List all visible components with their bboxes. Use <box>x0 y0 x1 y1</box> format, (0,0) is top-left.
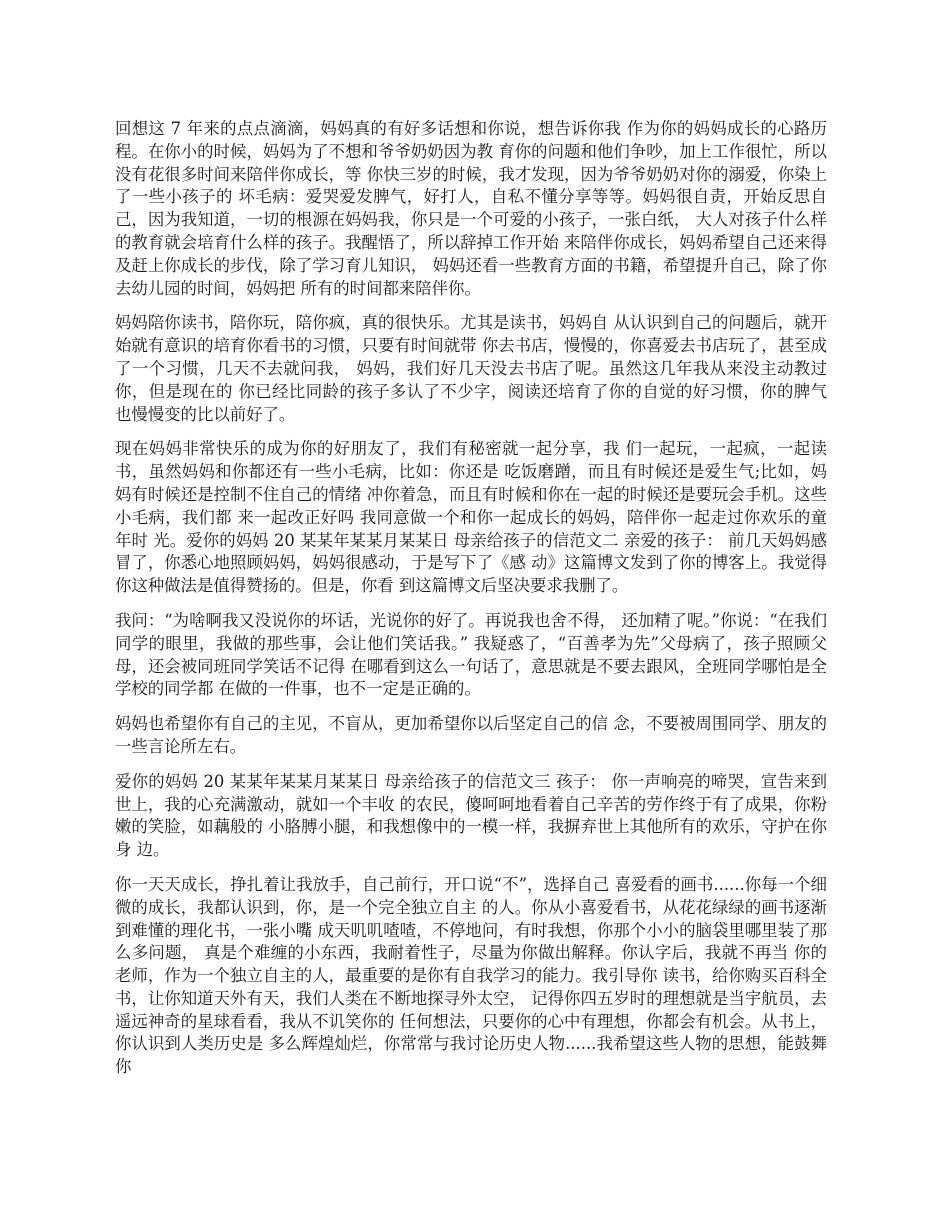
paragraph-7: 你一天天成长，挣扎着让我放手，自己前行，开口说“不”，选择自己 喜爱看的画书......你每一个细微的成长，我都认识到，你，是一个完全独立自主 的人。你从小喜爱看书，从花花绿绿的画书逐渐到难懂的理化书，一张小嘴 成天叽叽喳喳，不停地问，有时我想，你那个小小的脑袋里哪里装了那么多问题， 真是个难缠的小东西，我耐着性子，尽量为你做出解释。你认字后，我就不再当 你的老师，作为一个独立自主的人，最重要的是你有自我学习的能力。我引导你 读书，给你购买百科全书，让你知道天外有天，我们人类在不断地探寻外太空， 记得你四五岁时的理想就是当宇航员，去遥远神奇的星球看看，我从不讥笑你的 任何想法，只要你的心中有理想，你都会有机会。从书上，你认识到人类历史是 多么辉煌灿烂，你常常与我讨论历史人物......我希望这些人物的思想，能鼓舞你 <box>115 874 827 1077</box>
paragraph-6: 爱你的妈妈 20 某某年某某月某某日 母亲给孩子的信范文三 孩子： 你一声响亮的啼哭，宣告来到世上，我的心充满激动，就如一个丰收 的农民，傻呵呵地看着自己辛苦的劳作终于有了成果，你粉嫩的笑脸，如藕般的 小胳膊小腿，和我想像中的一模一样，我摒弃世上其他所有的欢乐，守护在你身 边。 <box>115 771 827 860</box>
paragraph-2: 妈妈陪你读书，陪你玩，陪你疯，真的很快乐。尤其是读书，妈妈自 从认识到自己的问题后，就开始就有意识的培育你看书的习惯，只要有时间就带 你去书店，慢慢的，你喜爱去书店玩了，甚至成了一个习惯，几天不去就问我， 妈妈，我们好几天没去书店了呢。虽然这几年我从来没主动教过你，但是现在的 你已经比同龄的孩子多认了不少字，阅读还培育了你的自觉的好习惯，你的脾气 也慢慢变的比以前好了。 <box>115 313 827 424</box>
paragraph-1: 回想这 7 年来的点点滴滴，妈妈真的有好多话想和你说，想告诉你我 作为你的妈妈成长的心路历程。在你小的时候，妈妈为了不想和爷爷奶奶因为教 育你的问题和他们争吵，加上工作很忙，所以没有花很多时间来陪伴你成长，等 你快三岁的时候，我才发现，因为爷爷奶奶对你的溺爱，你染上了一些小孩子的 坏毛病：爱哭爱发脾气，好打人，自私不懂分享等等。妈妈很自责，开始反思自 己，因为我知道，一切的根源在妈妈我，你只是一个可爱的小孩子，一张白纸， 大人对孩子什么样的教育就会培育什么样的孩子。我醒悟了，所以辞掉工作开始 来陪伴你成长，妈妈希望自己还来得及赶上你成长的步伐，除了学习育儿知识， 妈妈还看一些教育方面的书籍，希望提升自己，除了你去幼儿园的时间，妈妈把 所有的时间都来陪伴你。 <box>115 119 827 298</box>
document-page <box>115 118 827 1091</box>
paragraph-5: 妈妈也希望你有自己的主见，不盲从，更加希望你以后坚定自己的信 念，不要被周围同学、朋友的一些言论所左右。 <box>115 714 827 756</box>
paragraph-4: 我问：“为啥啊我又没说你的坏话，光说你的好了。再说我也舍不得， 还加精了呢。”你说：“在我们同学的眼里，我做的那些事，会让他们笑话我。” 我疑惑了，“百善孝为先”父母病了，孩子照顾父母，还会被同班同学笑话不记得 在哪看到这么一句话了，意思就是不要去跟风，全班同学哪怕是全学校的同学都 在做的一件事，也不一定是正确的。 <box>115 610 827 699</box>
paragraph-3: 现在妈妈非常快乐的成为你的好朋友了，我们有秘密就一起分享，我 们一起玩，一起疯，一起读书，虽然妈妈和你都还有一些小毛病，比如：你还是 吃饭磨蹭，而且有时候还是爱生气;比如，妈妈有时候还是控制不住自己的情绪 冲你着急，而且有时候和你在一起的时候还是要玩会手机。这些小毛病，我们都 来一起改正好吗 我同意做一个和你一起成长的妈妈，陪伴你一起走过你欢乐的童年时 光。爱你的妈妈 20 某某年某某月某某日 母亲给孩子的信范文二 亲爱的孩子： 前几天妈妈感冒了，你悉心地照顾妈妈，妈妈很感动，于是写下了《感 动》这篇博文发到了你的博客上。我觉得你这种做法是值得赞扬的。但是，你看 到这篇博文后坚决要求我删了。 <box>115 439 827 596</box>
